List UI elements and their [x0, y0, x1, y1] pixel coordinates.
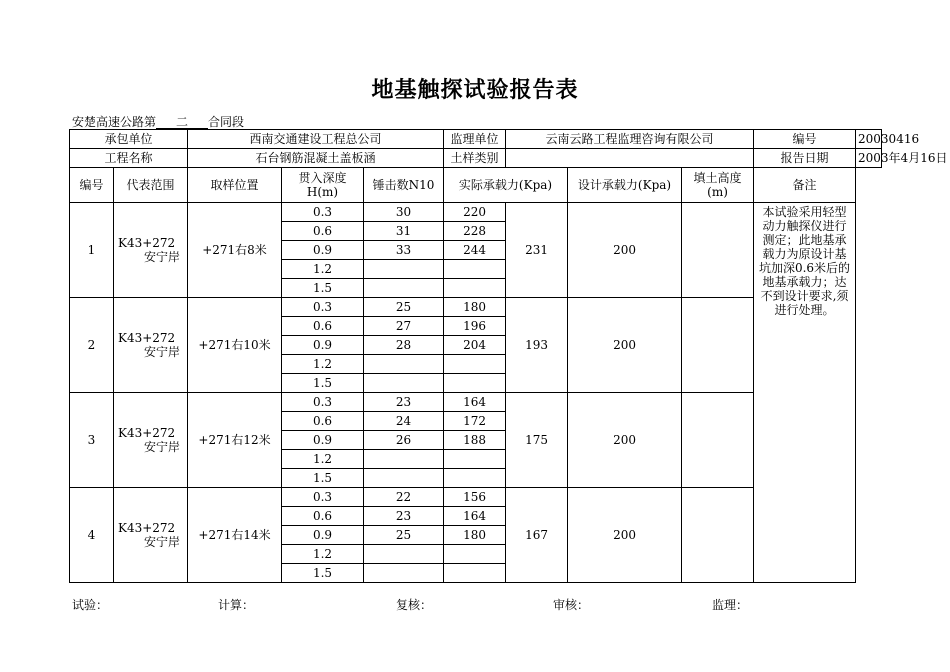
project-label: 工程名称 — [70, 149, 188, 168]
capacity-cell — [444, 545, 506, 564]
project-value: 石台钢筋混凝土盖板涵 — [188, 149, 444, 168]
table-row — [70, 203, 882, 222]
capacity-cell — [444, 469, 506, 488]
contract-suffix: 合同段 — [208, 115, 245, 129]
sample-no: 3 — [70, 393, 114, 488]
soil-value — [506, 149, 754, 168]
blows-cell — [364, 564, 444, 583]
blows-cell: 30 — [364, 203, 444, 222]
depth-cell: 0.3 — [282, 203, 364, 222]
date-value: 2003年4月16日 — [856, 149, 882, 168]
depth-cell: 0.6 — [282, 507, 364, 526]
capacity-cell: 164 — [444, 507, 506, 526]
signature-footer — [0, 596, 950, 612]
capacity-cell: 220 — [444, 203, 506, 222]
capacity-cell: 188 — [444, 431, 506, 450]
blows-cell: 24 — [364, 412, 444, 431]
blows-cell: 23 — [364, 507, 444, 526]
sample-range-station: K43+272 — [118, 426, 176, 440]
depth-cell: 1.5 — [282, 564, 364, 583]
actual-capacity: 175 — [506, 393, 568, 488]
col-fill: 填土高度(m) — [682, 168, 754, 203]
footer-review: 审核： — [553, 598, 590, 612]
depth-cell: 0.6 — [282, 222, 364, 241]
fill-height — [682, 488, 754, 583]
info-row-1 — [70, 130, 882, 149]
blows-cell: 26 — [364, 431, 444, 450]
blows-cell — [364, 374, 444, 393]
supervisor-value: 云南云路工程监理咨询有限公司 — [506, 130, 754, 149]
supervisor-label: 监理单位 — [444, 130, 506, 149]
sample-no: 4 — [70, 488, 114, 583]
capacity-cell — [444, 564, 506, 583]
depth-cell: 0.3 — [282, 298, 364, 317]
col-blows: 锤击数N10 — [364, 168, 444, 203]
info-row-2 — [70, 149, 882, 168]
sample-range-station: K43+272 — [118, 331, 176, 345]
footer-supervise: 监理： — [712, 598, 749, 612]
blows-cell: 22 — [364, 488, 444, 507]
sample-range-side: 安宁岸 — [144, 250, 181, 264]
column-header-row — [70, 168, 882, 203]
depth-cell: 1.2 — [282, 355, 364, 374]
blows-cell — [364, 450, 444, 469]
sample-no: 1 — [70, 203, 114, 298]
remark-text: 本试验采用轻型动力触探仪进行测定；此地基承载力为原设计基坑加深0.6米后的地基承载力；达不到设计要求,须进行处理。 — [754, 203, 856, 583]
blows-cell: 23 — [364, 393, 444, 412]
sample-range — [114, 298, 188, 393]
sample-range-station: K43+272 — [118, 521, 176, 535]
depth-cell: 1.5 — [282, 374, 364, 393]
actual-capacity: 167 — [506, 488, 568, 583]
contract-section-line — [72, 113, 244, 130]
sample-no: 2 — [70, 298, 114, 393]
capacity-cell: 244 — [444, 241, 506, 260]
capacity-cell — [444, 279, 506, 298]
contractor-label: 承包单位 — [70, 130, 188, 149]
design-capacity: 200 — [568, 393, 682, 488]
col-design: 设计承载力(Kpa) — [568, 168, 682, 203]
sample-range — [114, 203, 188, 298]
blows-cell — [364, 279, 444, 298]
sample-location: +271右10米 — [188, 298, 282, 393]
depth-cell: 0.9 — [282, 431, 364, 450]
actual-capacity: 231 — [506, 203, 568, 298]
col-no: 编号 — [70, 168, 114, 203]
capacity-cell: 204 — [444, 336, 506, 355]
blows-cell: 25 — [364, 298, 444, 317]
fill-height — [682, 203, 754, 298]
design-capacity: 200 — [568, 488, 682, 583]
col-actual: 实际承载力(Kpa) — [444, 168, 568, 203]
sample-range-side: 安宁岸 — [144, 535, 181, 549]
design-capacity: 200 — [568, 298, 682, 393]
blows-cell: 25 — [364, 526, 444, 545]
number-label: 编号 — [754, 130, 856, 149]
col-range: 代表范围 — [114, 168, 188, 203]
capacity-cell: 156 — [444, 488, 506, 507]
capacity-cell: 180 — [444, 298, 506, 317]
depth-cell: 0.9 — [282, 526, 364, 545]
date-label: 报告日期 — [754, 149, 856, 168]
sample-location: +271右12米 — [188, 393, 282, 488]
depth-cell: 0.6 — [282, 412, 364, 431]
capacity-cell — [444, 260, 506, 279]
col-depth: 贯入深度H(m) — [282, 168, 364, 203]
blows-cell — [364, 545, 444, 564]
capacity-cell — [444, 450, 506, 469]
depth-cell: 0.9 — [282, 241, 364, 260]
depth-cell: 1.5 — [282, 469, 364, 488]
blows-cell: 33 — [364, 241, 444, 260]
contract-prefix: 安楚高速公路第 — [72, 115, 157, 129]
fill-height — [682, 298, 754, 393]
footer-recheck: 复核： — [396, 598, 433, 612]
sample-range-side: 安宁岸 — [144, 440, 181, 454]
blows-cell — [364, 260, 444, 279]
blows-cell — [364, 469, 444, 488]
capacity-cell: 228 — [444, 222, 506, 241]
depth-cell: 0.6 — [282, 317, 364, 336]
sample-range — [114, 488, 188, 583]
depth-cell: 0.3 — [282, 488, 364, 507]
footer-test: 试验： — [72, 598, 109, 612]
blows-cell: 31 — [364, 222, 444, 241]
depth-cell: 0.9 — [282, 336, 364, 355]
capacity-cell: 180 — [444, 526, 506, 545]
sample-range — [114, 393, 188, 488]
depth-cell: 0.3 — [282, 393, 364, 412]
report-title: 地基触探试验报告表 — [371, 77, 579, 103]
number-value: 20030416 — [856, 130, 882, 149]
capacity-cell: 172 — [444, 412, 506, 431]
sample-location: +271右8米 — [188, 203, 282, 298]
capacity-cell: 196 — [444, 317, 506, 336]
depth-cell: 1.2 — [282, 450, 364, 469]
soil-label: 土样类别 — [444, 149, 506, 168]
sample-location: +271右14米 — [188, 488, 282, 583]
design-capacity: 200 — [568, 203, 682, 298]
capacity-cell — [444, 355, 506, 374]
blows-cell — [364, 355, 444, 374]
blows-cell: 27 — [364, 317, 444, 336]
capacity-cell — [444, 374, 506, 393]
actual-capacity: 193 — [506, 298, 568, 393]
footer-calc: 计算： — [218, 598, 255, 612]
report-table — [69, 129, 948, 583]
contractor-value: 西南交通建设工程总公司 — [188, 130, 444, 149]
depth-cell: 1.5 — [282, 279, 364, 298]
contract-section-number: 二 — [156, 116, 208, 129]
col-remark: 备注 — [754, 168, 856, 203]
col-location: 取样位置 — [188, 168, 282, 203]
capacity-cell: 164 — [444, 393, 506, 412]
fill-height — [682, 393, 754, 488]
depth-cell: 1.2 — [282, 260, 364, 279]
sample-range-side: 安宁岸 — [144, 345, 181, 359]
depth-cell: 1.2 — [282, 545, 364, 564]
sample-range-station: K43+272 — [118, 236, 176, 250]
blows-cell: 28 — [364, 336, 444, 355]
